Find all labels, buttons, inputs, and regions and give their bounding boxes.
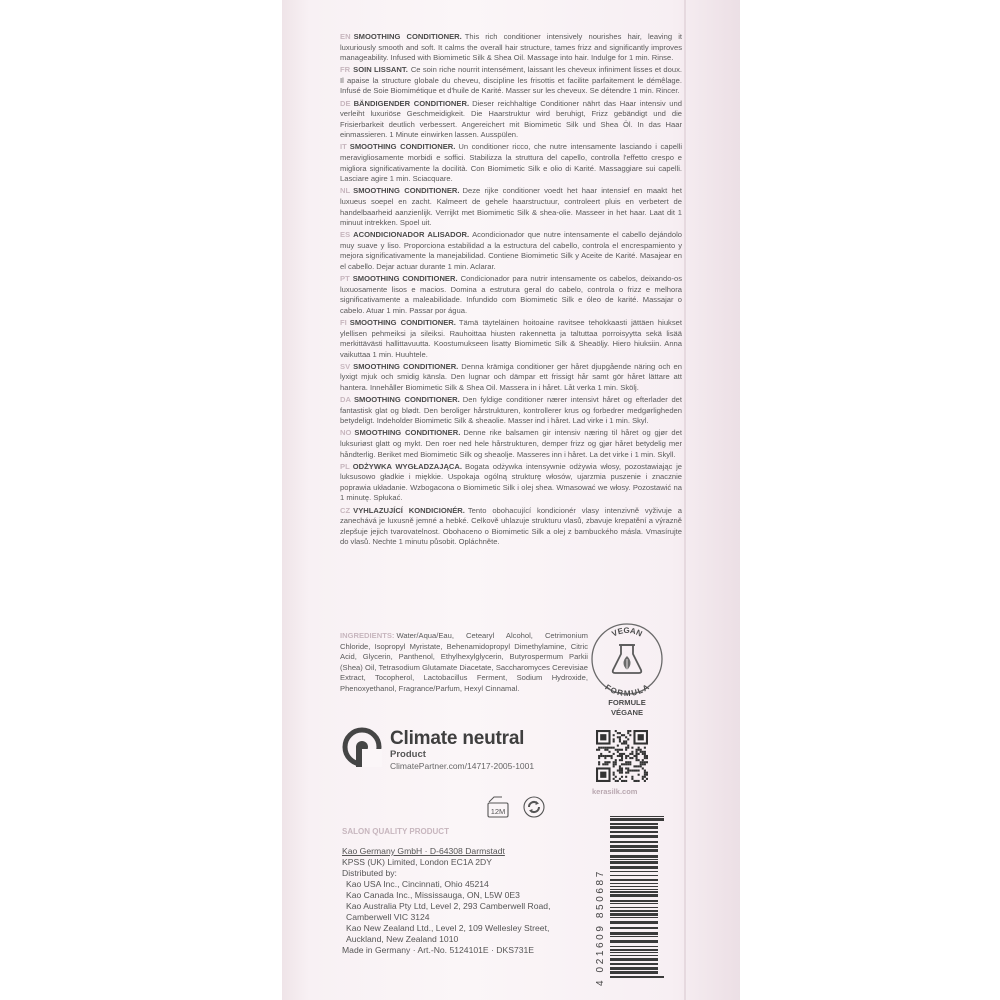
paragraph-es: ES ACONDICIONADOR ALISADOR. Acondicionador que nutre intensamente el cabello dejándolo muy suave y liso. Proporciona estabilidad a la estructura del cabello, controla el encrespamiento y mejora significativamente la manejabilidad. Contiene Biomimetic Silk y Aceite de Karité. Masajear en el cabello. Dejar actuar durante 1 min. Aclarar. bbox=[340, 230, 682, 271]
vegan-formula-badge-icon bbox=[589, 621, 665, 697]
vegan-top-word: VEGAN bbox=[610, 625, 644, 639]
paragraph-no: NO SMOOTHING CONDITIONER. Denne rike balsamen gir intensiv næring til håret og gjør det luksuriøst glatt og mykt. Den roer ned hele hårstrukturen, demper frizz og gjør håret betydelig mer håndterlig. Beriket med Biomimetic Silk og sheaolje. Masseres inn i håret. La det virke i 1 min. Skyll. bbox=[340, 428, 682, 459]
ingredients-label: INGREDIENTS: bbox=[340, 631, 395, 640]
address-line: Kao Germany GmbH · D-64308 Darmstadt bbox=[342, 846, 505, 856]
paragraph-cz: CZ VYHLAZUJÍCÍ KONDICIONÉR. Tento obohacující kondicionér vlasy intenzivně vyživuje a zanechává je luxusně jemné a hebké. Celkově uhlazuje strukturu vlasů, zbavuje krepatění a výrazně zlepšuje jejich tvarovatelnost. Obohaceno o Biomimetic Silk a olej z bambuckého másla. Vmasírujte do vlasů. Nechte 1 minutu působit. Opláchněte. bbox=[340, 505, 683, 547]
svg-text:VEGAN bbox=[610, 626, 643, 639]
address-line: Distributed by: bbox=[342, 868, 397, 878]
climate-neutral-subtitle: Product bbox=[390, 749, 426, 760]
barcode-digits: 4 021609 850687 bbox=[595, 869, 606, 986]
address-line: Kao New Zealand Ltd., Level 2, 109 Wellesley Street, bbox=[346, 923, 550, 933]
ingredients-list bbox=[340, 631, 588, 695]
climate-partner-url: ClimatePartner.com/14717-2005-1001 bbox=[390, 761, 535, 771]
address-line: Kao Australia Pty Ltd, Level 2, 293 Camberwell Road, bbox=[346, 901, 551, 911]
paragraph-sv: SV SMOOTHING CONDITIONER. Denna krämiga conditioner ger håret djupgående näring och en lyxigt mjuk och smidig känsla. Den lugnar och dämpar ett frissigt hår samt gör håret lättare att hantera. Innehåller Biomimetic Silk & Shea Oil. Massera in i håret. Låt verka 1 min. Skölj. bbox=[340, 361, 683, 392]
address-line: Kao Canada Inc., Mississauga, ON, L5W 0E3 bbox=[346, 890, 520, 900]
leaf-flask-icon bbox=[613, 645, 642, 673]
address-line: Made in Germany · Art.-No. 5124101E · DKS731E bbox=[342, 945, 535, 955]
climatepartner-logo-icon bbox=[342, 727, 382, 767]
paragraph-pl: PL ODŻYWKA WYGŁADZAJĄCA. Bogata odżywka intensywnie odżywia włosy, pozostawiając je luksusowo gładkie i miękkie. Uspokaja ogólną strukturę włosów, ujarzmia puszenie i znacznie poprawia układanie. Wzbogacona o Biomimetic Silk i olej shea. Wmasować we włosy. Pozostawić na 1 minutę. Spłukać. bbox=[340, 461, 682, 503]
address-line: Camberwell VIC 3124 bbox=[346, 912, 430, 922]
bottle-edge bbox=[684, 0, 686, 1000]
address-line: Auckland, New Zealand 1010 bbox=[346, 934, 459, 944]
paragraph-da: DA SMOOTHING CONDITIONER. Den fyldige conditioner nærer intensivt håret og efterlader det fantastisk glat og blødt. Den beroliger hårstrukturen, kontrollerer krus og forbedrer medgørligheden betydeligt. Indeholder Biomimetic Silk & sheaolie. Masser ind i håret. Lad virke i 1 min. Skyl. bbox=[340, 395, 683, 426]
manufacturer-info bbox=[342, 826, 550, 956]
paragraph-nl: NL SMOOTHING CONDITIONER. Deze rijke conditioner voedt het haar intensief en maakt het luxueus soepel en zacht. Kalmeert de gehele haarstructuur, controleert pluis en verbetert de handelbaarheid aanzienlijk. Verrijkt met Biomimetic Silk & shea-olie. Masseer in het haar. Laat dit 1 minuut intrekken. Spoel uit. bbox=[340, 186, 683, 228]
vegan-line-2: VÉGANE bbox=[610, 708, 644, 717]
ingredients-text: Water/Aqua/Eau, Cetearyl Alcohol, Cetrimonium Chloride, Isopropyl Myristate, Behenamidopropyl Dimethylamine, Citric Acid, Glycerin, Panthenol, Ethylhexylglycerin, Butyrospermum Parkii (Shea) Oil, Tetrasodium Glutamate Diacetate, Saccharomyces Cerevisiae Extract, Tocopherol, Lactobacillus Ferment, Sodium Hydroxide, Phenoxyethanol, Fragrance/Parfum, Hexyl Cinnamal. bbox=[340, 631, 588, 693]
vegan-bottom-word: FORMULA bbox=[603, 682, 651, 697]
vegan-caption bbox=[578, 698, 676, 718]
qr-code-icon bbox=[596, 730, 648, 782]
barcode-icon bbox=[588, 808, 668, 988]
address-line: KPSS (UK) Limited, London EC1A 2DY bbox=[342, 857, 492, 867]
climate-neutral-title: Climate neutral bbox=[390, 728, 525, 749]
paragraph-pt: PT SMOOTHING CONDITIONER. Condicionador para nutrir intensamente os cabelos, deixando-os luxuosamente lisos e macios. Domina a estrutura geral do cabelo, controla o frizz e melhora significativamente a maleabilidade. Infundido com Biomimetic Silk e óleo de karité. Massajar o cabelo. Atuar 1 min. Passar por água. bbox=[340, 274, 682, 315]
multilingual-description bbox=[340, 32, 682, 549]
paragraph-de: DE BÄNDIGENDER CONDITIONER. Dieser reichhaltige Conditioner nährt das Haar intensiv und verleiht luxuriöse Geschmeidigkeit. Die Haarstruktur wird beruhigt, Frizz gebändigt und die Frisierbarkeit deutlich verbessert. Angereichert mit Biomimetic Silk und Shea Öl. In das Haar einmassieren. 1 Minute einwirken lassen. Ausspülen. bbox=[340, 98, 682, 140]
paragraph-en: EN SMOOTHING CONDITIONER. This rich conditioner intensively nourishes hair, leaving it luxuriously smooth and soft. It calms the overall hair structure, tames frizz and significantly improves manageability. Infused with Biomimetic Silk & Shea Oil. Massage into hair. Indulge for 1 min. Rinse. bbox=[340, 32, 682, 63]
paragraph-fr: FR SOIN LISSANT. Ce soin riche nourrit intensément, laissant les cheveux infiniment lisses et doux. Il apaise la structure globale du cheveu, discipline les frisottis et facilite parfaitement le démêlage. Infusé de Soie Biomimétique et d'huile de Karité. Masser sur les cheveux. Se détendre 1 min. Rincer. bbox=[340, 65, 682, 96]
vegan-line-1: FORMULE bbox=[608, 698, 646, 707]
website-link: kerasilk.com bbox=[592, 787, 638, 796]
paragraph-fi: FI SMOOTHING CONDITIONER. Tämä täyteläinen hoitoaine ravitsee tehokkaasti jättäen hiukset ylellisen pehmeiksi ja sileiksi. Rauhoittaa hiusten rakennetta ja taltuttaa porroisyytta sekä lisää merkittävästi hallittavuutta. Koostumukseen lisatty Biomimetic Silk & Sheaöljy. Hiero hiuksiin. Anna vaikuttaa 1 min. Huuhtele. bbox=[340, 317, 682, 359]
recycle-icon bbox=[523, 796, 545, 818]
salon-quality-label: SALON QUALITY PRODUCT bbox=[342, 827, 449, 836]
paragraph-it: IT SMOOTHING CONDITIONER. Un conditioner ricco, che nutre intensamente lasciando i capelli meravigliosamente morbidi e soffici. Stabilizza la struttura del capello, controlla l'effetto crespo e migliora significativamente la docilità. Con Biomimetic Silk e olio di Karité. Massaggiare sui capelli. Lasciare agire 1 min. Sciacquare. bbox=[340, 142, 683, 184]
address-line: Kao USA Inc., Cincinnati, Ohio 45214 bbox=[346, 879, 489, 889]
open-jar-icon bbox=[485, 795, 511, 819]
pao-label: 12M bbox=[490, 807, 506, 816]
